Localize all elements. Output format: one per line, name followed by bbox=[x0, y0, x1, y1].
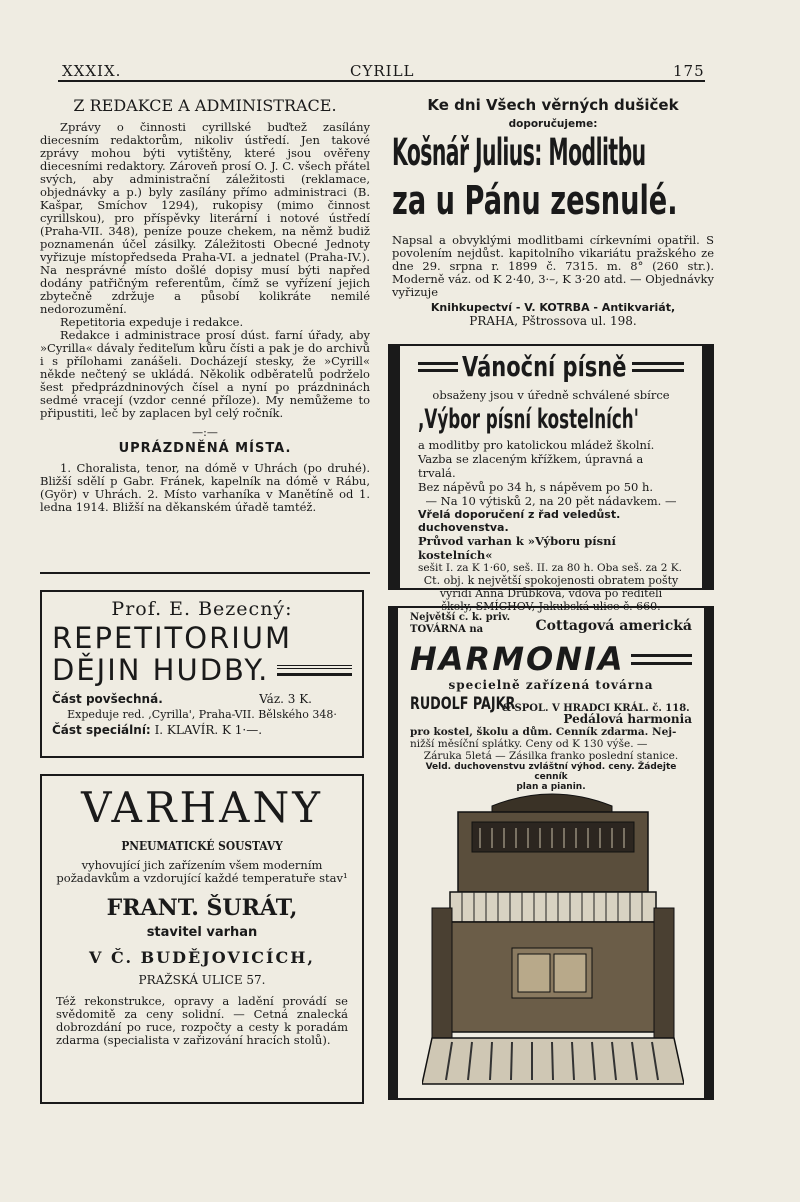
bezecny-part-2-detail: I. KLAVÍR. K 1·—. bbox=[154, 723, 263, 737]
varhany-street: PRAŽSKÁ ULICE 57. bbox=[138, 973, 266, 987]
dusicky-text: Napsal a obvyklými modlitbami církevními opatřil. S povolením nejdůst. kapitolního vikariátu pražského ze dne 29. srpna r. 1899 č. 7315. m. 8° (260 str.). Moderně váz. od K 2·40, 3·–, K 3·20 atd. — Objednávky vyřizuje bbox=[392, 233, 714, 299]
volume-number: XXXIX. bbox=[62, 62, 122, 80]
harmonia-brand-row bbox=[410, 640, 692, 678]
harmonia-pedal: Pedálová harmonia bbox=[563, 712, 692, 726]
header-rule bbox=[58, 80, 705, 82]
bezecny-part-1-price: Váz. 3 K. bbox=[259, 692, 312, 706]
redakce-paragraph-2: Repetitoria expeduje i redakce. bbox=[60, 315, 244, 329]
bezecny-title-2: DĚJIN HUDBY. bbox=[52, 653, 270, 687]
varhany-note: Též rekonstrukce, opravy a ladění provádí se svědomitě za ceny solidní. — Cetná znalecká dobrozdání po ruce, rozpočty a cesty k poradám zdarma (specialista v zařizování hracích stolů). bbox=[56, 994, 348, 1047]
mista-title: UPRÁZDNĚNÁ MÍSTA. bbox=[118, 441, 292, 456]
vanocni-line-11: školy, SMÍCHOV, Jakubská ulice č. 660. bbox=[441, 600, 661, 613]
vanocni-line-6: Vřelá doporučení z řad veledůst. duchovenstva. bbox=[418, 508, 621, 534]
vanocni-line-2: a modlitby pro katolickou mládež školní. bbox=[418, 438, 655, 452]
harmonia-specialty: specielně zařízená továrna bbox=[448, 678, 654, 692]
left-column-rule bbox=[40, 572, 370, 574]
vanocni-line-3: Vazba se zlaceným křížkem, úpravná a trvalá. bbox=[418, 452, 644, 480]
harmonia-line-4: Veld. duchovenstvu zvláštní výhod. ceny. Žádejte cenník bbox=[425, 762, 677, 782]
vanocni-line-9: Ct. obj. k největší spokojenosti obratem pošty bbox=[423, 574, 679, 587]
varhany-city: V Č. BUDĚJOVICÍCH, bbox=[89, 948, 315, 967]
harmonia-top-right: Cottagová americká bbox=[535, 618, 692, 634]
harmonia-line-3: Záruka 5letá — Zásilka franko poslední stanice. bbox=[423, 750, 679, 762]
dusicky-title: Ke dni Všech věrných dušiček bbox=[427, 96, 679, 114]
redakce-section bbox=[40, 96, 370, 514]
journal-name: CYRILL bbox=[350, 62, 415, 80]
varhany-title: VARHANY bbox=[81, 783, 323, 832]
varhany-role: stavitel varhan bbox=[146, 925, 258, 940]
harmonia-line-2: nižší měsíční splátky. Ceny od K 130 výše. — bbox=[410, 738, 648, 750]
bezecny-title-row-2 bbox=[52, 654, 352, 686]
bezecny-part-2: Část speciální: bbox=[52, 723, 151, 737]
harmonia-top-left: Největší c. k. priv. TOVÁRNA na bbox=[410, 612, 511, 635]
dusicky-seller: Knihkupectví - V. KOTRBA - Antikvariát, bbox=[430, 301, 676, 314]
page-number: 175 bbox=[673, 62, 705, 80]
bezecny-author: Prof. E. Bezecný: bbox=[111, 598, 293, 620]
vanocni-line-1: obsaženy jsou v úředně schválené sbírce bbox=[432, 388, 670, 402]
decorative-rule bbox=[277, 665, 352, 676]
vanocni-title-2: ,Výbor písní kostelních' bbox=[418, 404, 639, 435]
redakce-title: Z REDAKCE A ADMINISTRACE. bbox=[73, 96, 337, 115]
dusicky-doporucujeme: doporučujeme: bbox=[508, 118, 598, 130]
decorative-rule bbox=[632, 362, 684, 372]
harmonia-line-5: plan a pianin. bbox=[516, 782, 586, 792]
bezecny-ad bbox=[40, 590, 364, 758]
harmonia-maker-2: & SPOL. V HRADCI KRÁL. č. 118. bbox=[502, 703, 690, 714]
harmonia-maker-row bbox=[410, 694, 692, 714]
redakce-paragraph-1: Zprávy o činnosti cyrillské buďtež zasílány diecesním redaktorům, nikoliv ústředí. Jen takové zprávy mohou býti vytištěny, které jsou ověřeny diecesními redaktory. Zároveň prosí O. J. C. všech přátel svých, aby administrační záležitosti (reklamace, objednávky a p.) byly zasílány přímo administraci (B. Kašpar, Smíchov 1294), rukopisy (mimo činnost cyrillskou), pro příspěvky literární i notové ústředí (Praha-VII. 348), peníze pouze chekem, na němž budiž poznamenán účel zásilky. Záležitosti Obecné Jednoty vyřizuje místopředseda Praha-VI. a jednatel (Praha-IV.). Na nesprávné místo došlé dopisy musí býti napřed dodány patřičným referentům, čímž se vyřízení jejich zbytečně zdržuje a působí kolikráte nemilé nedorozumění. bbox=[40, 120, 370, 316]
varhany-ad bbox=[40, 774, 364, 1104]
bezecny-part-1: Část povšechná. bbox=[52, 692, 163, 706]
harmonia-top-row bbox=[410, 612, 692, 636]
decorative-rule bbox=[418, 362, 458, 372]
bezecny-part-2-row bbox=[52, 723, 352, 737]
vanocni-ad bbox=[388, 344, 714, 613]
dusicky-headline-2: za u Pánu zesnulé. bbox=[392, 178, 678, 224]
varhany-name: FRANT. ŠURÁT, bbox=[106, 895, 298, 921]
harmonia-line-1: pro kostel, školu a dům. Cenník zdarma. Nej- bbox=[410, 726, 677, 738]
vanocni-line-8: sešit I. za K 1·60, seš. II. za 80 h. Oba seš. za 2 K. bbox=[418, 562, 682, 574]
bezecny-expedice: Expeduje red. ,Cyrilla', Praha-VII. Bělského 348· bbox=[67, 708, 337, 721]
vanocni-title: Vánoční písně bbox=[462, 350, 627, 383]
redakce-text bbox=[40, 121, 370, 420]
vanocni-title-row bbox=[418, 350, 684, 384]
dusicky-address: PRAHA, Pštrossova ul. 198. bbox=[469, 314, 637, 328]
harmonia-brand: HARMONIA bbox=[410, 640, 625, 678]
bezecny-title-1: REPETITORIUM bbox=[52, 621, 293, 655]
dusicky-ad bbox=[392, 96, 714, 328]
harmonia-maker: RUDOLF PAJKR bbox=[410, 694, 516, 714]
vanocni-line-4: Bez nápěvů po 34 h, s nápěvem po 50 h. bbox=[418, 480, 654, 494]
harmonium-illustration bbox=[422, 788, 684, 1088]
section-divider: —:— bbox=[192, 426, 218, 439]
varhany-desc: vyhovující jich zařízením všem moderním požadavkům a vzdorující každé temperatuře stav¹ bbox=[56, 858, 348, 885]
vanocni-line-5: — Na 10 výtisků 2, na 20 pět nádavkem. — bbox=[425, 494, 677, 508]
dusicky-headline-1: Košnář Julius: Modlitbu bbox=[392, 131, 646, 174]
mista-text: 1. Choralista, tenor, na dómě v Uhrách (po druhé). Bližší sdělí p Gabr. Fránek, kapelník na dómě v Rábu, (Györ) v Uhrách. 2. Místo varhaníka v Manětíně od 1. ledna 1914. Bližší na děkanském úřadě tamtéž. bbox=[40, 461, 370, 514]
varhany-subtitle: PNEUMATICKÉ SOUSTAVY bbox=[121, 838, 283, 853]
decorative-rule bbox=[631, 654, 692, 665]
vanocni-line-7: Průvod varhan k »Výboru písní kostelních« bbox=[418, 534, 616, 562]
redakce-paragraph-3: Redakce i administrace prosí dúst. farní úřady, aby »Cyrilla« dávaly řediteľum kůru čísti a pak je do archivů i s přílohami zanášeli. Docházejí stesky, že »Cyrill« někde nečtený se ukládá. Několik odběratelů podrželo šest předprázdninových čísel a nyní po prázdninách sedmé vracejí (vzdor cenné příloze). My nemůžeme to připustiti, leč by zaplacen byl celý ročník. bbox=[40, 328, 370, 420]
vanocni-line-10: vyřídí Anna Drůbková, vdova po řediteli bbox=[439, 587, 663, 600]
bezecny-part-1-row bbox=[52, 692, 352, 706]
